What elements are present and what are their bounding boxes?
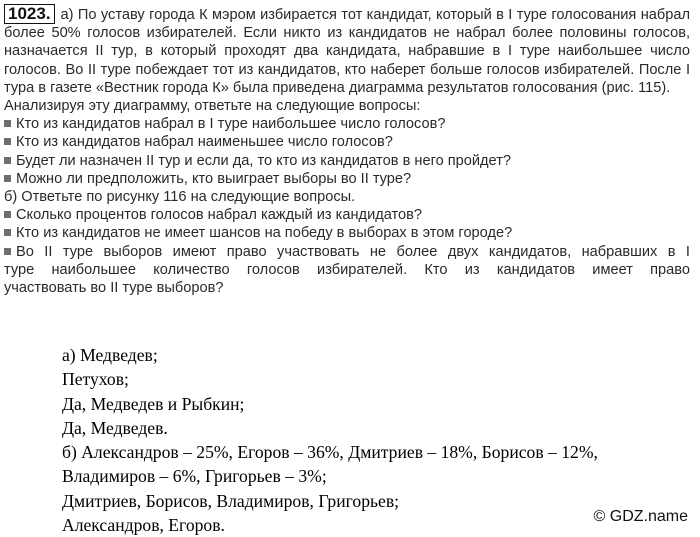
question-item: Кто из кандидатов не имеет шансов на победу в выборах в этом городе? xyxy=(4,224,690,242)
bullet-icon xyxy=(4,120,11,127)
last-question: Во II туре выборов имеют право участвовать не более двух кандидатов, набравших в I туре наибольшее количество голосов избирателей. Кто из кандидатов имеет право участвовать во II туре выборов? xyxy=(4,243,690,297)
answer-line: Владимиров – 6%, Григорьев – 3%; xyxy=(62,466,327,487)
question-item: Сколько процентов голосов набрал каждый из кандидатов? xyxy=(4,206,690,224)
bullet-icon xyxy=(4,175,11,182)
question-item: Кто из кандидатов набрал в I туре наибольшее число голосов? xyxy=(4,115,690,133)
problem-statement: а) По уставу города К мэром избирается тот кандидат, который в I туре голосования набрал более 50% голосов избирателей. Если никто из кандидатов не набрал более половины голосов, назначается II тур, в который проходят два кандидата, набравшие в I туре наибольшее число голосов. Во II туре побеждает тот из кандидатов, кто наберет больше голосов избирателей. После I тура в газете «Вестник города К» была приведена диаграмма результатов голосования (рис. 115). xyxy=(4,7,690,96)
part-b-intro: б) Ответьте по рисунку 116 на следующие вопросы. xyxy=(4,189,356,206)
answer-line: Петухов; xyxy=(62,369,129,390)
bullet-icon xyxy=(4,157,11,164)
bullet-icon xyxy=(4,229,11,236)
answer-line: а) Медведев; xyxy=(62,345,158,365)
problem-number: 1023. xyxy=(4,4,55,24)
question-item: Кто из кандидатов набрал наименьшее число голосов? xyxy=(4,133,690,151)
answer-line: Александров, Егоров. xyxy=(62,515,225,536)
answer-block xyxy=(62,343,682,537)
problem-paragraph xyxy=(4,4,690,97)
answer-line: Да, Медведев. xyxy=(62,417,168,438)
watermark: © GDZ.name xyxy=(593,508,688,525)
bullet-icon xyxy=(4,211,11,218)
question-item: Будет ли назначен II тур и если да, то кто из кандидатов в него пройдет? xyxy=(4,152,690,170)
answer-line: Дмитриев, Борисов, Владимиров, Григорьев; xyxy=(62,490,400,511)
problem-text xyxy=(4,4,690,297)
answer-line: Да, Медведев и Рыбкин; xyxy=(62,393,245,414)
bullet-icon xyxy=(4,248,11,255)
answer-line: б) Александров – 25%, Егоров – 36%, Дмитриев – 18%, Борисов – 12%, xyxy=(62,442,598,463)
questions-intro: Анализируя эту диаграмму, ответьте на следующие вопросы: xyxy=(4,98,421,115)
bullet-icon xyxy=(4,138,11,145)
question-item: Можно ли предположить, кто выиграет выборы во II туре? xyxy=(4,170,690,188)
